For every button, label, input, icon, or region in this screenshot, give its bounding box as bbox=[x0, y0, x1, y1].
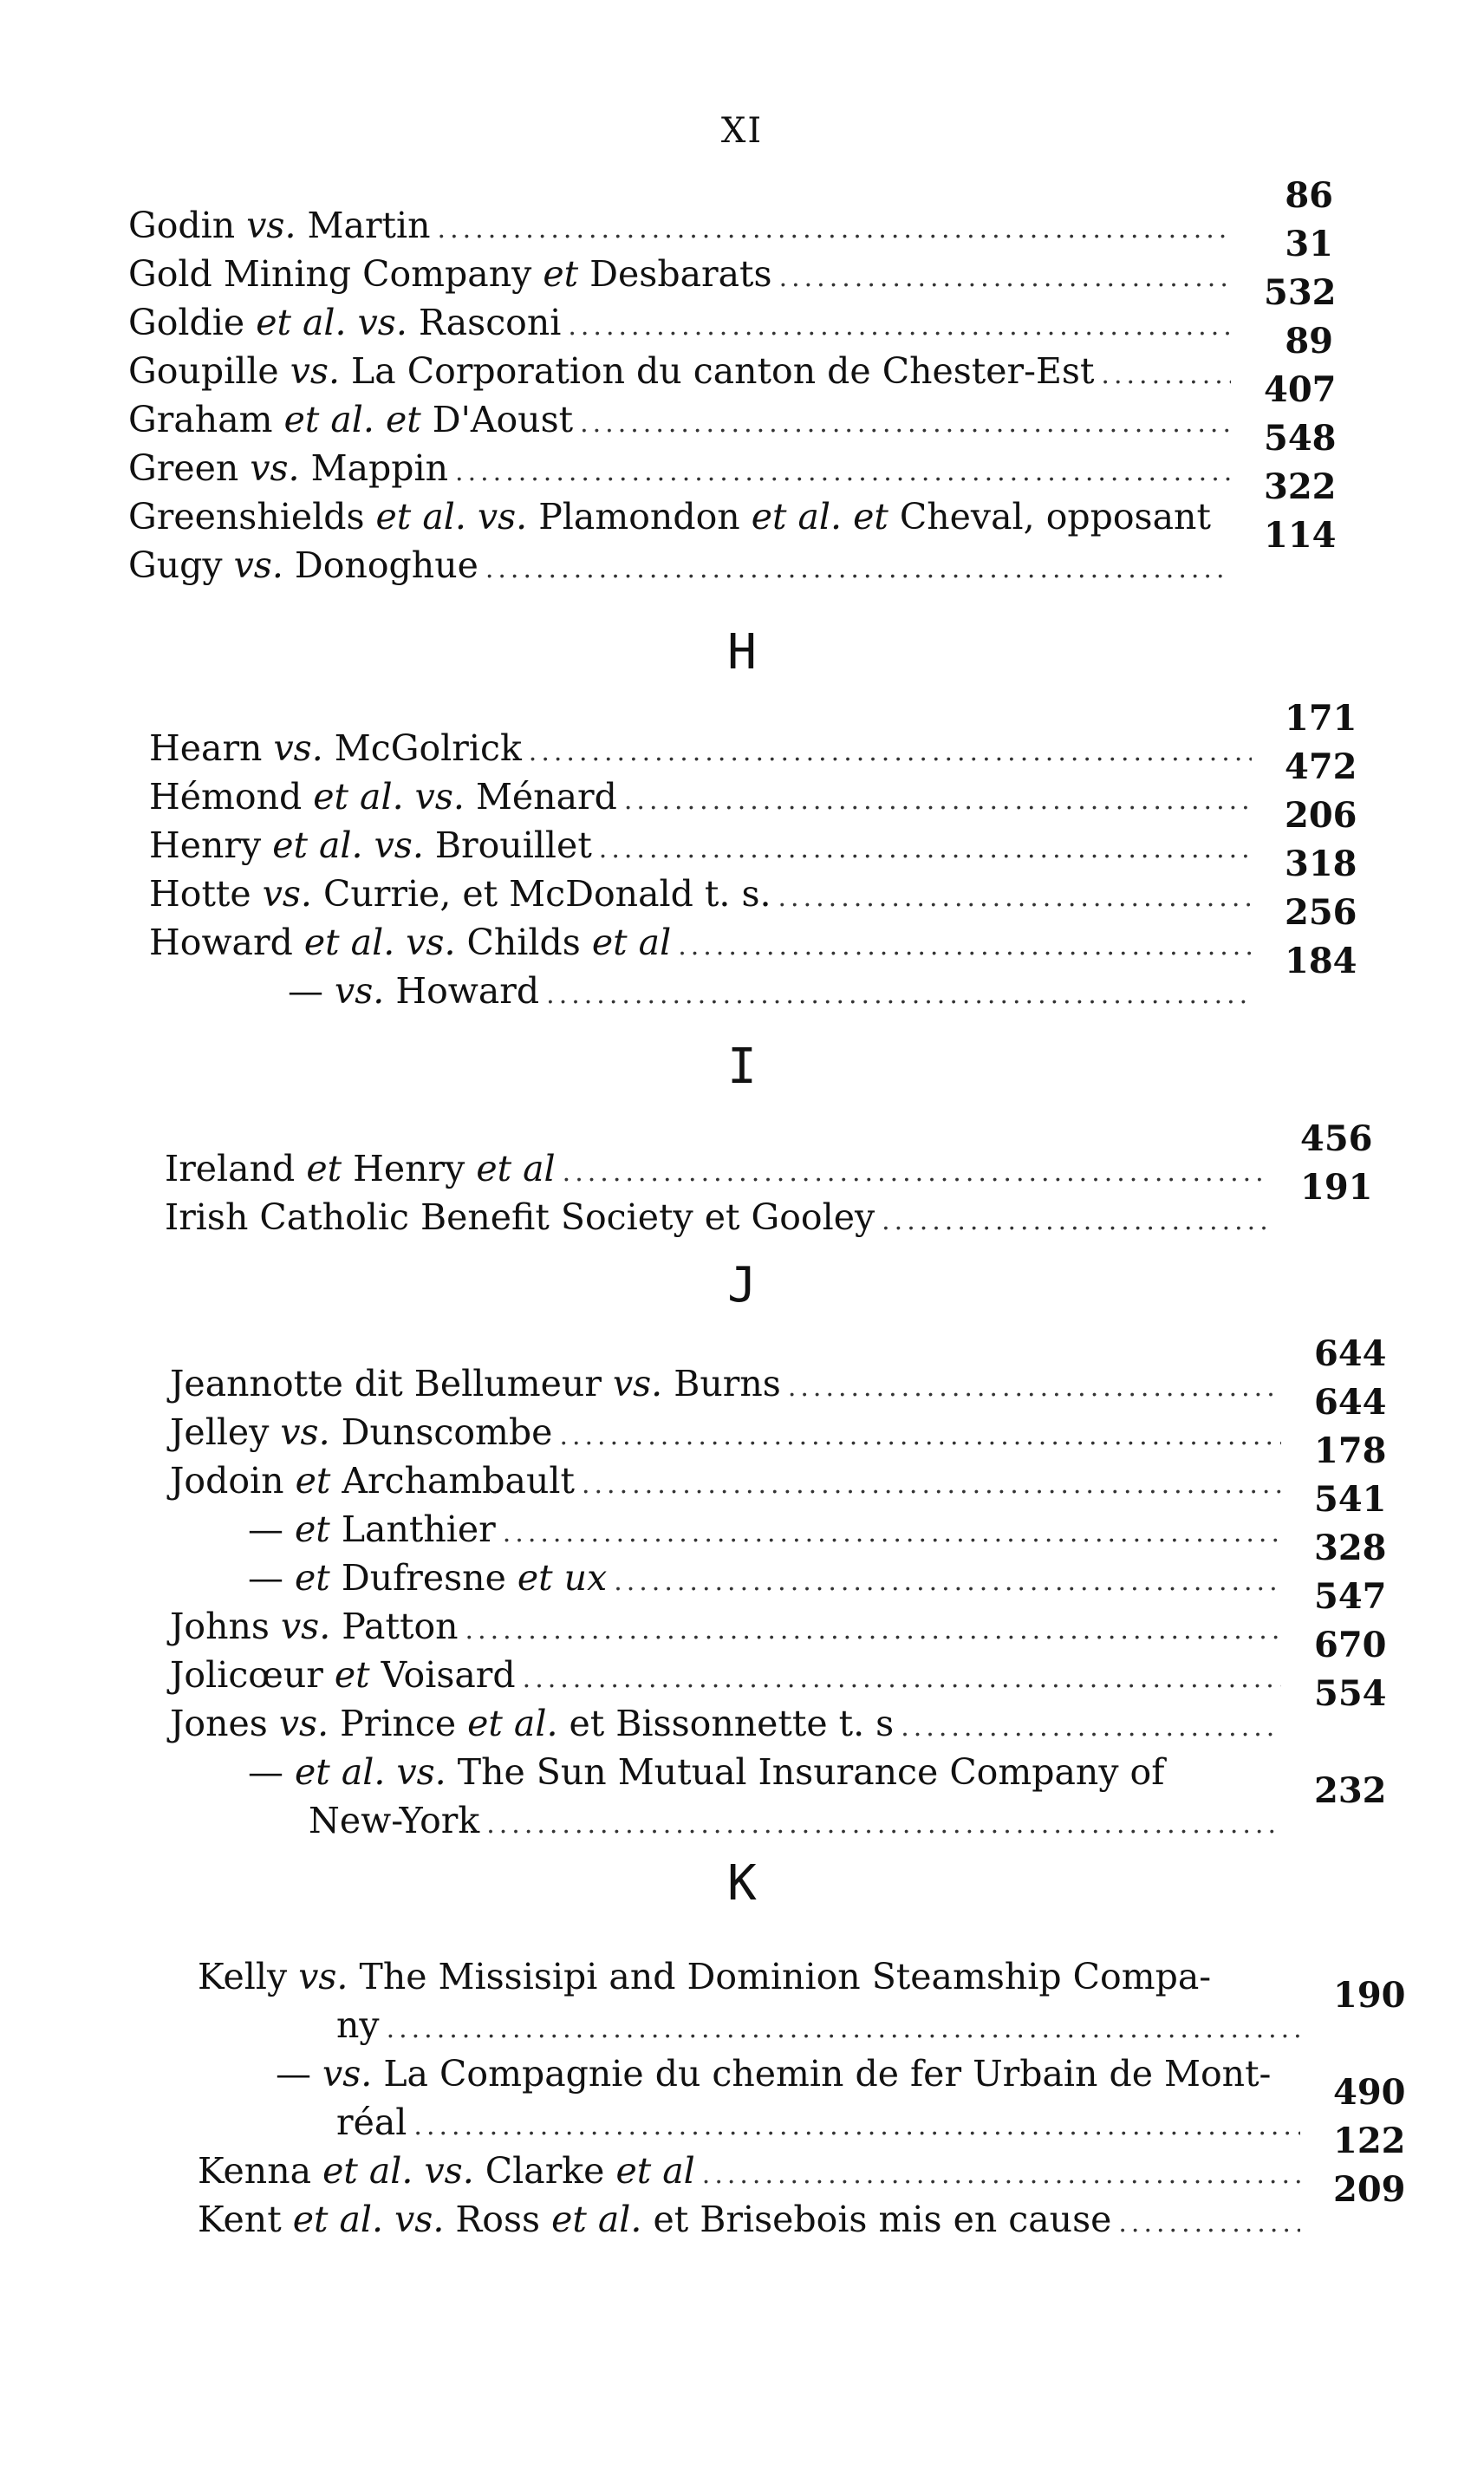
entry-text-part: et al. et bbox=[751, 496, 888, 538]
entry-text-part: The Missisipi and Dominion Steamship Compa- bbox=[348, 1956, 1212, 1997]
index-section bbox=[198, 1952, 1406, 2244]
entry-text-part: New-York bbox=[309, 1800, 480, 1841]
leader-dots bbox=[614, 1558, 1281, 1606]
entry-page-number: 232 bbox=[1314, 1770, 1387, 1811]
entry-text-part: vs. bbox=[612, 1363, 663, 1404]
entry-text-part: et bbox=[334, 1654, 370, 1696]
entry-title bbox=[149, 821, 592, 870]
entry-text-part: Goldie bbox=[128, 302, 257, 343]
entry-text-part: Desbarats bbox=[578, 253, 772, 295]
entry-text-part: Voisard bbox=[369, 1654, 516, 1696]
entry-page-number: 178 bbox=[1314, 1430, 1387, 1471]
entry-page-number: 322 bbox=[1264, 466, 1337, 507]
entry-text-part: Archambault bbox=[330, 1460, 575, 1502]
entry-text-part: et al bbox=[615, 2150, 695, 2192]
entry-text-part: vs. bbox=[262, 873, 312, 915]
entry-text-part: et ux bbox=[517, 1557, 608, 1599]
entry-title bbox=[128, 541, 478, 590]
leader-dots bbox=[599, 825, 1252, 874]
index-entry bbox=[198, 2049, 1403, 2098]
entry-text-part: D'Aoust bbox=[420, 399, 574, 440]
entry-text-part: et al. vs. bbox=[272, 824, 424, 866]
entry-page-number: 547 bbox=[1314, 1576, 1387, 1617]
entry-text-part: Greenshields bbox=[128, 496, 376, 538]
entry-title bbox=[248, 1554, 607, 1602]
entry-text-part: Hearn bbox=[149, 727, 274, 769]
entry-text-part: Irish Catholic Benefit Society et Gooley bbox=[165, 1196, 875, 1238]
entry-text-part: Ménard bbox=[464, 776, 617, 818]
entry-page-number: 31 bbox=[1285, 224, 1333, 264]
leader-dots bbox=[387, 2005, 1300, 2054]
entry-page-number: 490 bbox=[1333, 2072, 1406, 2113]
entry-text-part: La Corporation du canton de Chester-Est bbox=[339, 350, 1095, 392]
entry-page-number: 184 bbox=[1285, 941, 1357, 981]
leader-dots bbox=[1101, 351, 1231, 400]
entry-text-part: Rasconi bbox=[407, 302, 562, 343]
entry-title bbox=[309, 1796, 479, 1845]
entry-title bbox=[170, 1408, 552, 1456]
entry-text-part: et bbox=[306, 1148, 342, 1189]
entry-text-part: et al. vs. bbox=[375, 496, 528, 538]
entry-page-number: 644 bbox=[1314, 1382, 1387, 1423]
leader-dots bbox=[529, 728, 1252, 777]
entry-page-number: 456 bbox=[1300, 1118, 1373, 1159]
entry-text-part: Currie, et McDonald t. s. bbox=[311, 873, 771, 915]
entry-text-part: vs. bbox=[298, 1956, 348, 1997]
entry-page-number: 89 bbox=[1285, 321, 1333, 362]
leader-dots bbox=[438, 205, 1231, 254]
entry-text-part: Burns bbox=[662, 1363, 781, 1404]
entry-text-part: Kenna bbox=[198, 2150, 323, 2192]
index-entry bbox=[198, 1952, 1403, 2001]
entry-title bbox=[149, 918, 671, 967]
entry-title bbox=[198, 2195, 1111, 2244]
entry-text-part: Mappin bbox=[299, 447, 449, 489]
entry-text-part: Dunscombe bbox=[329, 1411, 553, 1453]
entry-text-part: — bbox=[248, 1751, 296, 1793]
entry-text-part: Howard bbox=[384, 970, 540, 1012]
entry-page-number: 554 bbox=[1314, 1673, 1387, 1714]
entry-text-part: vs. bbox=[322, 2053, 373, 2095]
entry-text-part: Gugy bbox=[128, 544, 234, 586]
entry-title bbox=[128, 395, 573, 444]
entry-text-part: et al. vs. bbox=[256, 302, 407, 343]
leader-dots bbox=[523, 1655, 1281, 1704]
entry-text-part: vs. bbox=[246, 205, 296, 246]
entry-text-part: Clarke bbox=[473, 2150, 616, 2192]
leader-dots bbox=[486, 1801, 1281, 1849]
entry-text-part: et bbox=[543, 253, 579, 295]
entry-title bbox=[336, 2098, 407, 2147]
entry-page-number: 472 bbox=[1285, 746, 1357, 787]
entry-text-part: Hémond bbox=[149, 776, 314, 818]
entry-text-part: Dufresne bbox=[329, 1557, 517, 1599]
entry-title bbox=[149, 724, 522, 772]
index-entry bbox=[165, 1118, 1373, 1193]
entry-text-part: et bbox=[295, 1508, 330, 1550]
entry-text-part: ny bbox=[336, 2004, 380, 2046]
entry-text-part: Johns bbox=[170, 1606, 282, 1647]
entry-title bbox=[198, 1952, 1211, 2001]
entry-text-part: — bbox=[248, 1557, 296, 1599]
entry-text-part: et al bbox=[476, 1148, 556, 1189]
section-letter-h: H bbox=[727, 624, 757, 681]
leader-dots bbox=[546, 971, 1252, 1020]
entry-title bbox=[165, 1144, 556, 1193]
entry-text-part: Henry bbox=[149, 824, 273, 866]
entry-title bbox=[170, 1359, 781, 1408]
entry-text-part: Green bbox=[128, 447, 251, 489]
entry-text-part: Plamondon bbox=[527, 496, 752, 538]
entry-page-number: 206 bbox=[1285, 795, 1357, 836]
entry-page-number: 644 bbox=[1314, 1333, 1387, 1374]
entry-page-number: 122 bbox=[1333, 2121, 1406, 2161]
index-entry bbox=[170, 1333, 1387, 1408]
entry-title bbox=[170, 1602, 459, 1651]
page-number: XI bbox=[720, 111, 764, 151]
entry-text-part: et al. et bbox=[283, 399, 421, 440]
entry-text-part: et al. vs. bbox=[292, 2199, 445, 2240]
entry-text-part: Martin bbox=[296, 205, 431, 246]
entry-page-number: 191 bbox=[1300, 1167, 1373, 1208]
entry-text-part: vs. bbox=[281, 1606, 331, 1647]
entry-text-part: Prince bbox=[329, 1703, 468, 1744]
entry-text-part: vs. bbox=[335, 970, 385, 1012]
index-entry bbox=[128, 175, 1333, 250]
entry-text-part: réal bbox=[336, 2101, 407, 2143]
entry-title bbox=[128, 444, 448, 492]
section-letter-i: I bbox=[727, 1039, 757, 1095]
leader-dots bbox=[455, 448, 1231, 497]
entry-text-part: Ireland bbox=[165, 1148, 307, 1189]
entry-text-part: Kelly bbox=[198, 1956, 299, 1997]
entry-text-part: vs. bbox=[280, 1411, 330, 1453]
entry-text-part: Donoghue bbox=[283, 544, 478, 586]
entry-page-number: 532 bbox=[1264, 272, 1337, 313]
leader-dots bbox=[678, 922, 1252, 971]
entry-text-part: et al. vs. bbox=[303, 922, 456, 963]
leader-dots bbox=[580, 400, 1231, 448]
entry-text-part: et bbox=[295, 1460, 331, 1502]
entry-text-part: — bbox=[248, 1508, 296, 1550]
entry-text-part: Kent bbox=[198, 2199, 293, 2240]
entry-page-number: 541 bbox=[1314, 1479, 1387, 1520]
entry-text-part: Goupille bbox=[128, 350, 290, 392]
leader-dots bbox=[788, 1364, 1281, 1412]
entry-title bbox=[128, 492, 1211, 541]
entry-title bbox=[276, 2049, 1271, 2098]
entry-page-number: 171 bbox=[1285, 698, 1357, 739]
leader-dots bbox=[1118, 2199, 1300, 2248]
index-section bbox=[128, 175, 1337, 590]
leader-dots bbox=[485, 545, 1231, 594]
entry-text-part: vs. bbox=[233, 544, 283, 586]
entry-text-part: The Sun Mutual Insurance Company of bbox=[446, 1751, 1165, 1793]
leader-dots bbox=[563, 1149, 1267, 1197]
entry-title bbox=[128, 347, 1094, 395]
leader-dots bbox=[582, 1461, 1281, 1509]
entry-text-part: Jolicœur bbox=[170, 1654, 335, 1696]
entry-text-part: et al. vs. bbox=[295, 1751, 446, 1793]
leader-dots bbox=[702, 2151, 1300, 2199]
entry-text-part: vs. bbox=[278, 1703, 329, 1744]
entry-title bbox=[198, 2147, 695, 2195]
entry-text-part: Howard bbox=[149, 922, 304, 963]
leader-dots bbox=[778, 874, 1252, 922]
entry-text-part: Cheval, opposant bbox=[888, 496, 1211, 538]
index-section bbox=[165, 1118, 1373, 1241]
entry-text-part: Jodoin bbox=[170, 1460, 296, 1502]
entry-text-part: et al. bbox=[551, 2199, 642, 2240]
entry-text-part: Lanthier bbox=[329, 1508, 496, 1550]
index-entry bbox=[170, 1748, 1383, 1796]
entry-text-part: et al. bbox=[467, 1703, 558, 1744]
entry-text-part: et Brisebois mis en cause bbox=[641, 2199, 1112, 2240]
leader-dots bbox=[559, 1412, 1281, 1461]
entry-title bbox=[248, 1748, 1164, 1796]
index-entry bbox=[149, 698, 1357, 772]
index-section bbox=[149, 698, 1357, 1015]
leader-dots bbox=[901, 1704, 1281, 1752]
leader-dots bbox=[624, 777, 1252, 825]
leader-dots bbox=[413, 2102, 1300, 2151]
entry-text-part: et al. vs. bbox=[322, 2150, 474, 2192]
entry-text-part: et Bissonnette t. s bbox=[557, 1703, 895, 1744]
index-section bbox=[170, 1333, 1387, 1845]
entry-page-number: 318 bbox=[1285, 844, 1357, 884]
entry-page-number: 670 bbox=[1314, 1625, 1387, 1665]
entry-text-part: Ross bbox=[444, 2199, 552, 2240]
entry-page-number: 114 bbox=[1264, 515, 1337, 556]
entry-title bbox=[170, 1699, 894, 1748]
entry-text-part: Jeannotte dit Bellumeur bbox=[170, 1363, 613, 1404]
entry-text-part: Jelley bbox=[170, 1411, 281, 1453]
entry-title bbox=[128, 250, 772, 298]
entry-text-part: vs. bbox=[250, 447, 300, 489]
entry-text-part: Henry bbox=[342, 1148, 477, 1189]
entry-page-number: 190 bbox=[1333, 1975, 1406, 2016]
entry-text-part: et bbox=[295, 1557, 330, 1599]
entry-title bbox=[165, 1193, 875, 1241]
entry-text-part: — bbox=[288, 970, 335, 1012]
entry-title bbox=[288, 967, 539, 1015]
entry-text-part: Brouillet bbox=[423, 824, 592, 866]
entry-title bbox=[128, 201, 431, 250]
entry-text-part: et al bbox=[591, 922, 672, 963]
entry-text-part: McGolrick bbox=[322, 727, 522, 769]
entry-title bbox=[149, 870, 771, 918]
entry-page-number: 209 bbox=[1333, 2169, 1406, 2210]
entry-text-part: La Compagnie du chemin de fer Urbain de Mont- bbox=[372, 2053, 1272, 2095]
entry-page-number: 328 bbox=[1314, 1528, 1387, 1568]
entry-text-part: Jones bbox=[170, 1703, 279, 1744]
entry-title bbox=[170, 1651, 516, 1699]
leader-dots bbox=[465, 1606, 1281, 1655]
entry-text-part: — bbox=[276, 2053, 323, 2095]
entry-text-part: vs. bbox=[273, 727, 323, 769]
leader-dots bbox=[882, 1197, 1267, 1246]
section-letter-j: J bbox=[727, 1257, 757, 1313]
entry-title bbox=[149, 772, 617, 821]
section-letter-k: K bbox=[727, 1855, 757, 1912]
leader-dots bbox=[503, 1509, 1281, 1558]
entry-text-part: Graham bbox=[128, 399, 284, 440]
entry-page-number: 86 bbox=[1285, 175, 1333, 216]
entry-text-part: et al. vs. bbox=[313, 776, 465, 818]
entry-text-part: Hotte bbox=[149, 873, 263, 915]
entry-text-part: Gold Mining Company bbox=[128, 253, 543, 295]
entry-text-part: vs. bbox=[290, 350, 340, 392]
entry-text-part: Godin bbox=[128, 205, 247, 246]
entry-title bbox=[336, 2001, 380, 2049]
entry-title bbox=[170, 1456, 575, 1505]
entry-title bbox=[128, 298, 561, 347]
leader-dots bbox=[568, 303, 1231, 351]
entry-text-part: Patton bbox=[330, 1606, 459, 1647]
entry-title bbox=[248, 1505, 496, 1554]
leader-dots bbox=[779, 254, 1231, 303]
entry-page-number: 407 bbox=[1264, 369, 1337, 410]
entry-page-number: 256 bbox=[1285, 892, 1357, 933]
entry-text-part: Childs bbox=[455, 922, 592, 963]
entry-page-number: 548 bbox=[1264, 418, 1337, 459]
